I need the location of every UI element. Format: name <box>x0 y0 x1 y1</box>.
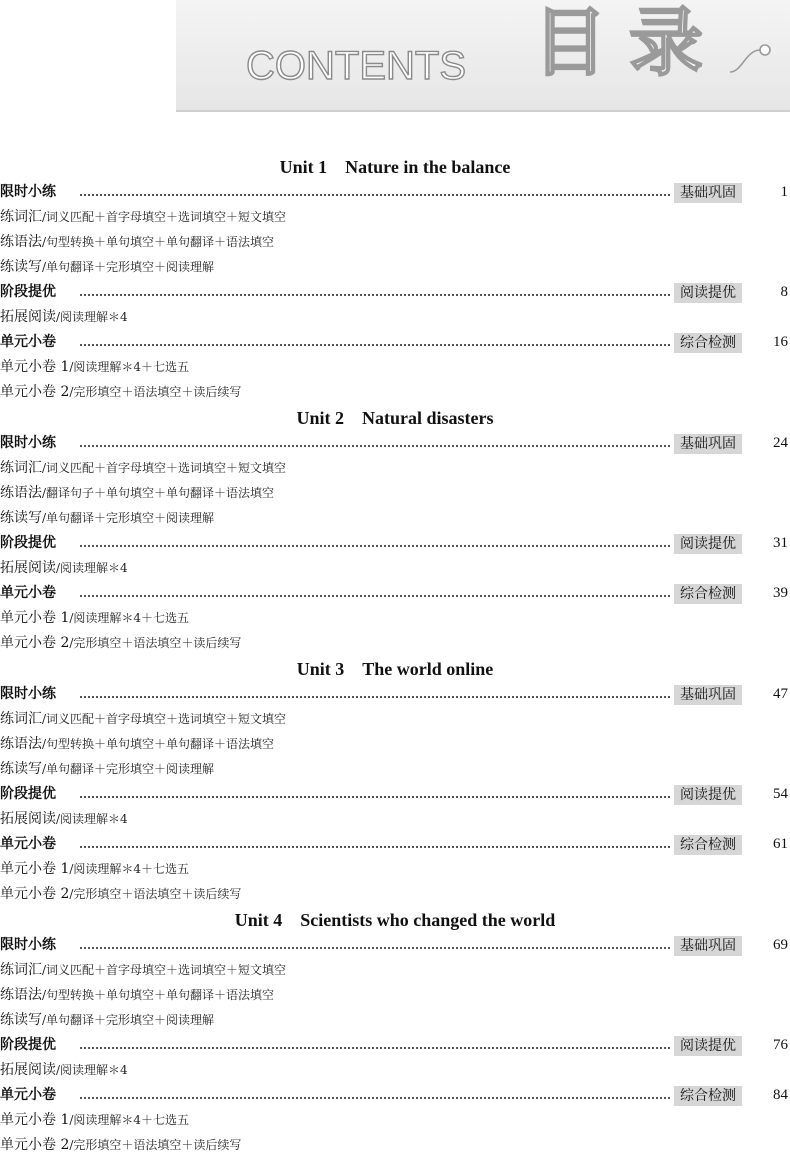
item-detail: /单句翻译＋完形填空＋阅读理解 <box>42 762 215 776</box>
toc-item-row[interactable] <box>0 1008 790 1033</box>
toc-item-row[interactable] <box>0 205 790 230</box>
item-heading: 练语法 <box>0 987 42 1003</box>
page-number: 8 <box>780 284 788 300</box>
dot-leader <box>80 595 670 597</box>
toc-item-row[interactable] <box>0 958 790 983</box>
item-detail: /阅读理解＊4＋七选五 <box>69 862 190 876</box>
dot-leader <box>80 696 670 698</box>
section-label: 限时小练 <box>0 184 56 200</box>
section-tag: 综合检测 <box>674 835 742 855</box>
item-detail: /单句翻译＋完形填空＋阅读理解 <box>42 260 215 274</box>
toc-item-row[interactable] <box>0 606 790 631</box>
section-label: 阶段提优 <box>0 786 56 802</box>
item-detail: /句型转换＋单句填空＋单句翻译＋语法填空 <box>42 235 275 249</box>
toc-item-row[interactable] <box>0 983 790 1008</box>
toc-section-row[interactable] <box>0 180 790 205</box>
toc-section-row[interactable] <box>0 531 790 556</box>
section-label: 单元小卷 <box>0 1087 56 1103</box>
section-label: 单元小卷 <box>0 836 56 852</box>
page-number: 54 <box>773 786 788 802</box>
toc-item-row[interactable] <box>0 1058 790 1083</box>
toc-item-row[interactable] <box>0 556 790 581</box>
dot-leader <box>80 294 670 296</box>
item-heading: 拓展阅读 <box>0 1062 56 1078</box>
item-heading: 练词汇 <box>0 711 42 727</box>
item-heading: 练语法 <box>0 736 42 752</box>
item-heading: 单元小卷 2 <box>0 1137 70 1153</box>
toc-item-row[interactable] <box>0 882 790 907</box>
item-heading: 拓展阅读 <box>0 560 56 576</box>
item-heading: 练词汇 <box>0 460 42 476</box>
section-tag: 阅读提优 <box>674 1036 742 1056</box>
item-heading: 拓展阅读 <box>0 811 56 827</box>
item-detail: /完形填空＋语法填空＋读后续写 <box>69 636 242 650</box>
item-heading: 单元小卷 1 <box>0 1112 70 1128</box>
item-heading: 练词汇 <box>0 962 42 978</box>
page-number: 84 <box>773 1087 788 1103</box>
section-label: 单元小卷 <box>0 334 56 350</box>
item-heading: 练读写 <box>0 761 42 777</box>
dot-leader <box>80 445 670 447</box>
toc-item-row[interactable] <box>0 631 790 656</box>
page-number: 16 <box>773 334 788 350</box>
dot-leader <box>80 545 670 547</box>
item-detail: /句型转换＋单句填空＋单句翻译＋语法填空 <box>42 988 275 1002</box>
toc-item-row[interactable] <box>0 255 790 280</box>
section-tag: 基础巩固 <box>674 936 742 956</box>
section-label: 阶段提优 <box>0 1037 56 1053</box>
item-detail: /词义匹配＋首字母填空＋选词填空＋短文填空 <box>42 210 287 224</box>
item-detail: /阅读理解＊4＋七选五 <box>69 1113 190 1127</box>
toc-item-row[interactable] <box>0 355 790 380</box>
page-number: 39 <box>773 585 788 601</box>
section-tag: 基础巩固 <box>674 685 742 705</box>
dot-leader <box>80 796 670 798</box>
toc-item-row[interactable] <box>0 707 790 732</box>
toc-section-row[interactable] <box>0 330 790 355</box>
section-label: 阶段提优 <box>0 284 56 300</box>
item-detail: /完形填空＋语法填空＋读后续写 <box>69 887 242 901</box>
dot-leader <box>80 344 670 346</box>
item-heading: 单元小卷 1 <box>0 610 70 626</box>
toc-item-row[interactable] <box>0 506 790 531</box>
dot-leader <box>80 947 670 949</box>
toc-item-row[interactable] <box>0 857 790 882</box>
page-number: 76 <box>773 1037 788 1053</box>
item-heading: 练读写 <box>0 259 42 275</box>
item-detail: /阅读理解＊4 <box>56 310 128 324</box>
section-label: 限时小练 <box>0 937 56 953</box>
page-number: 69 <box>773 937 788 953</box>
item-heading: 拓展阅读 <box>0 309 56 325</box>
toc-item-row[interactable] <box>0 732 790 757</box>
dot-leader <box>80 1097 670 1099</box>
toc-section-row[interactable] <box>0 782 790 807</box>
page-number: 31 <box>773 535 788 551</box>
toc-section-row[interactable] <box>0 933 790 958</box>
item-detail: /阅读理解＊4＋七选五 <box>69 611 190 625</box>
item-heading: 单元小卷 2 <box>0 635 70 651</box>
item-detail: /完形填空＋语法填空＋读后续写 <box>69 1138 242 1152</box>
toc-section-row[interactable] <box>0 431 790 456</box>
toc-item-row[interactable] <box>0 380 790 405</box>
toc-section-row[interactable] <box>0 682 790 707</box>
section-tag: 综合检测 <box>674 584 742 604</box>
item-detail: /词义匹配＋首字母填空＋选词填空＋短文填空 <box>42 461 287 475</box>
unit-title: Unit 4 Scientists who changed the world <box>234 910 556 930</box>
item-detail: /句型转换＋单句填空＋单句翻译＋语法填空 <box>42 737 275 751</box>
toc-section-row[interactable] <box>0 581 790 606</box>
toc-item-row[interactable] <box>0 481 790 506</box>
item-heading: 单元小卷 2 <box>0 886 70 902</box>
item-detail: /阅读理解＊4 <box>56 1063 128 1077</box>
toc-section-row[interactable] <box>0 1033 790 1058</box>
item-heading: 单元小卷 2 <box>0 384 70 400</box>
item-detail: /阅读理解＊4 <box>56 812 128 826</box>
toc-section-row[interactable] <box>0 1083 790 1108</box>
toc-item-row[interactable] <box>0 456 790 481</box>
toc-item-row[interactable] <box>0 1133 790 1158</box>
item-detail: /单句翻译＋完形填空＋阅读理解 <box>42 511 215 525</box>
item-detail: /翻译句子＋单句填空＋单句翻译＋语法填空 <box>42 486 275 500</box>
section-label: 阶段提优 <box>0 535 56 551</box>
page-number: 1 <box>780 184 788 200</box>
item-heading: 练语法 <box>0 485 42 501</box>
page-number: 61 <box>773 836 788 852</box>
toc-item-row[interactable] <box>0 230 790 255</box>
section-tag: 基础巩固 <box>674 434 742 454</box>
table-of-contents <box>0 154 790 1158</box>
item-detail: /词义匹配＋首字母填空＋选词填空＋短文填空 <box>42 963 287 977</box>
section-tag: 阅读提优 <box>674 534 742 554</box>
contents-heading: CONTENTS <box>246 44 466 88</box>
section-label: 限时小练 <box>0 686 56 702</box>
dot-leader <box>80 846 670 848</box>
item-heading: 练语法 <box>0 234 42 250</box>
item-detail: /完形填空＋语法填空＋读后续写 <box>69 385 242 399</box>
item-detail: /词义匹配＋首字母填空＋选词填空＋短文填空 <box>42 712 287 726</box>
toc-section-row[interactable] <box>0 832 790 857</box>
page-number: 24 <box>773 435 788 451</box>
toc-item-row[interactable] <box>0 305 790 330</box>
item-detail: /单句翻译＋完形填空＋阅读理解 <box>42 1013 215 1027</box>
unit-title: Unit 1 Nature in the balance <box>279 157 511 177</box>
unit-title: Unit 2 Natural disasters <box>296 408 494 428</box>
item-detail: /阅读理解＊4 <box>56 561 128 575</box>
section-tag: 阅读提优 <box>674 785 742 805</box>
dot-leader <box>80 194 670 196</box>
dot-leader <box>80 1047 670 1049</box>
section-tag: 综合检测 <box>674 333 742 353</box>
section-tag: 综合检测 <box>674 1086 742 1106</box>
item-heading: 练词汇 <box>0 209 42 225</box>
item-heading: 练读写 <box>0 510 42 526</box>
toc-section-row[interactable] <box>0 280 790 305</box>
item-heading: 单元小卷 1 <box>0 861 70 877</box>
toc-item-row[interactable] <box>0 807 790 832</box>
item-heading: 练读写 <box>0 1012 42 1028</box>
section-tag: 基础巩固 <box>674 183 742 203</box>
item-heading: 单元小卷 1 <box>0 359 70 375</box>
decorative-swirl-icon <box>728 42 776 82</box>
section-tag: 阅读提优 <box>674 283 742 303</box>
item-detail: /阅读理解＊4＋七选五 <box>69 360 190 374</box>
chinese-title: 目录 <box>533 0 725 86</box>
page-number: 47 <box>773 686 788 702</box>
section-label: 限时小练 <box>0 435 56 451</box>
toc-item-row[interactable] <box>0 757 790 782</box>
section-label: 单元小卷 <box>0 585 56 601</box>
toc-item-row[interactable] <box>0 1108 790 1133</box>
unit-title: Unit 3 The world online <box>296 659 494 679</box>
